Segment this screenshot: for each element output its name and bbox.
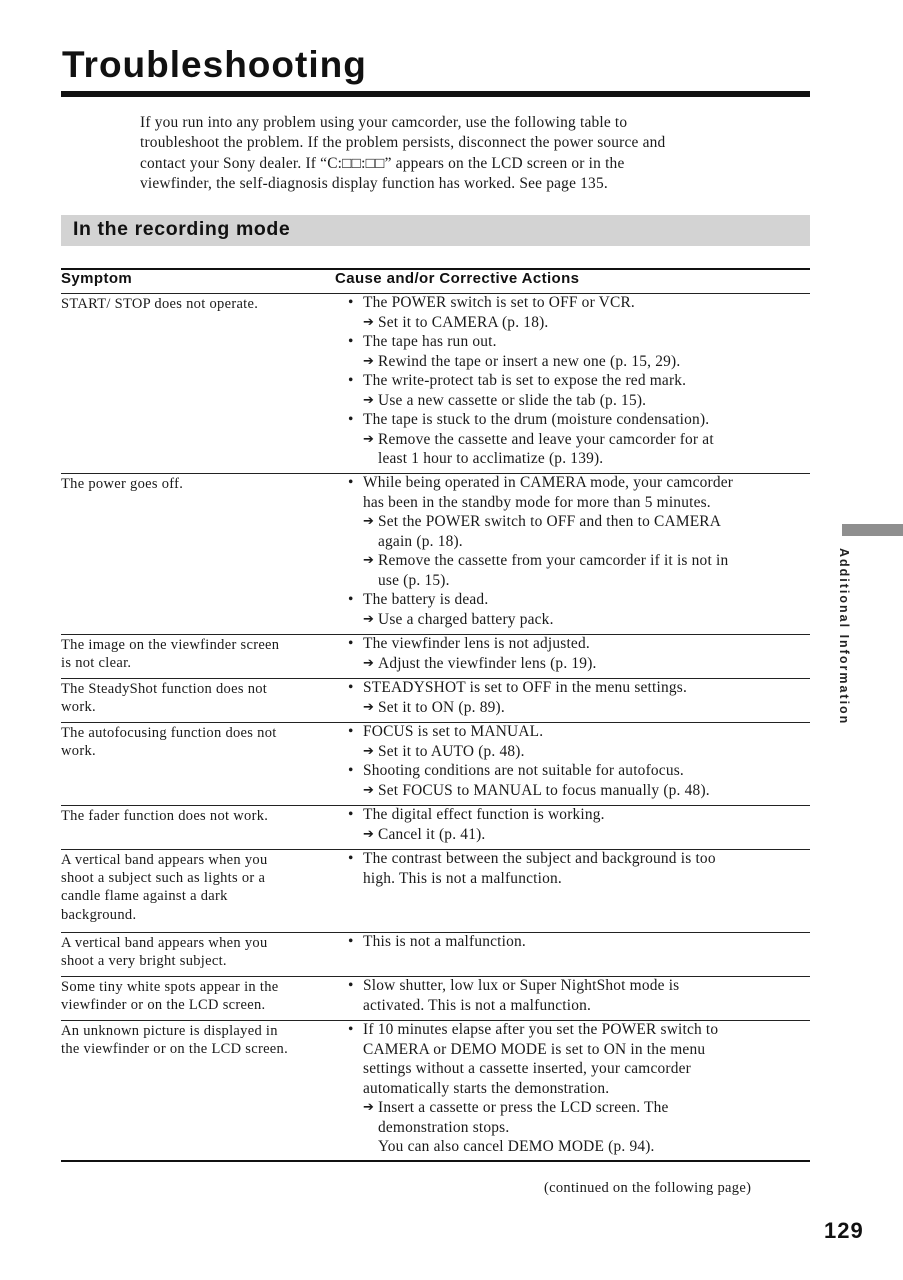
arrow-right-icon: ➔ <box>363 743 375 759</box>
row-cause <box>345 678 810 717</box>
cause-line: The write-protect tab is set to expose the red mark. <box>363 372 687 389</box>
cause-line: The viewfinder lens is not adjusted. <box>363 635 590 652</box>
cause-line: Adjust the viewfinder lens (p. 19). <box>378 654 597 672</box>
cause-line: Set FOCUS to MANUAL to focus manually (p. 48). <box>378 781 710 799</box>
arrow-right-icon: ➔ <box>363 699 375 715</box>
cause-line: high. This is not a malfunction. <box>363 869 562 887</box>
cause-line: STEADYSHOT is set to OFF in the menu settings. <box>363 679 688 696</box>
arrow-right-icon: ➔ <box>363 553 375 568</box>
cause-line: Use a charged battery pack. <box>378 610 554 628</box>
cause-line: Cancel it (p. 41). <box>378 825 486 843</box>
row-cause <box>345 1020 810 1157</box>
symptom-line: work. <box>61 699 96 716</box>
bullet-icon: • <box>348 474 354 491</box>
cause-line: least 1 hour to acclimatize (p. 139). <box>378 450 604 467</box>
table-bottom-rule <box>61 1160 810 1162</box>
cause-line: This is not a malfunction. <box>363 933 526 950</box>
symptom-line: An unknown picture is displayed in <box>61 1023 278 1039</box>
cause-bullet <box>345 473 810 512</box>
cause-bullet <box>345 634 810 654</box>
bullet-icon: • <box>348 294 354 311</box>
title-underline <box>61 91 810 97</box>
cause-bullet <box>345 678 810 698</box>
row-symptom <box>61 724 329 760</box>
symptom-line: The power goes off. <box>61 476 184 492</box>
symptom-line: the viewfinder or on the LCD screen. <box>61 1041 289 1058</box>
cause-line: Rewind the tape or insert a new one (p. 15, 29). <box>378 352 681 370</box>
intro-line: viewfinder, the self-diagnosis display function has worked. See page 135. <box>140 174 608 192</box>
cause-line: Remove the cassette from your camcorder if it is not in <box>378 552 729 569</box>
row-cause <box>345 805 810 844</box>
cause-bullet <box>345 805 810 825</box>
arrow-right-icon: ➔ <box>363 431 375 447</box>
symptom-line: The autofocusing function does not <box>61 725 277 741</box>
intro-paragraph <box>140 113 812 194</box>
cause-line: activated. This is not a malfunction. <box>363 996 592 1014</box>
row-cause <box>345 722 810 800</box>
row-cause <box>345 849 810 888</box>
cause-line: has been in the standby mode for more than 5 minutes. <box>363 493 711 511</box>
corrective-action <box>345 430 810 469</box>
column-header-symptom: Symptom <box>61 270 133 287</box>
corrective-action <box>345 551 810 590</box>
bullet-icon: • <box>348 679 354 696</box>
cause-bullet <box>345 410 810 430</box>
cause-line: Remove the cassette and leave your camcorder for at <box>378 430 714 448</box>
cause-line: automatically starts the demonstration. <box>363 1079 610 1097</box>
row-cause <box>345 473 810 629</box>
bullet-icon: • <box>348 591 354 608</box>
cause-line: While being operated in CAMERA mode, your camcorder <box>363 474 734 491</box>
continued-note: (continued on the following page) <box>544 1180 752 1196</box>
symptom-line: shoot a very bright subject. <box>61 953 227 970</box>
corrective-action <box>345 391 810 411</box>
intro-line: troubleshoot the problem. If the problem persists, disconnect the power source and <box>140 134 666 152</box>
bullet-icon: • <box>348 723 354 740</box>
cause-line: Set the POWER switch to OFF and then to CAMERA <box>378 513 722 530</box>
cause-bullet <box>345 722 810 742</box>
row-symptom <box>61 807 329 825</box>
column-header-cause: Cause and/or Corrective Actions <box>335 270 580 287</box>
cause-line: The POWER switch is set to OFF or VCR. <box>363 294 635 311</box>
cause-line: Set it to CAMERA (p. 18). <box>378 313 549 331</box>
cause-line: FOCUS is set to MANUAL. <box>363 723 544 740</box>
cause-line: Slow shutter, low lux or Super NightShot mode is <box>363 977 680 994</box>
cause-line: Set it to AUTO (p. 48). <box>378 742 525 760</box>
cause-line: use (p. 15). <box>378 571 450 589</box>
cause-bullet <box>345 332 810 352</box>
symptom-line: viewfinder or on the LCD screen. <box>61 997 266 1014</box>
corrective-action <box>345 512 810 551</box>
arrow-right-icon: ➔ <box>363 611 375 627</box>
arrow-right-icon: ➔ <box>363 514 375 529</box>
row-symptom <box>61 680 329 716</box>
bullet-icon: • <box>348 333 354 350</box>
bullet-icon: • <box>348 933 354 950</box>
row-cause <box>345 293 810 469</box>
intro-line: If you run into any problem using your camcorder, use the following table to <box>140 114 628 131</box>
cause-line: Insert a cassette or press the LCD screen. The <box>378 1099 669 1116</box>
bullet-icon: • <box>348 762 354 779</box>
arrow-right-icon: ➔ <box>363 314 375 330</box>
symptom-line: work. <box>61 743 96 760</box>
cause-line: again (p. 18). <box>378 532 463 550</box>
cause-line: settings without a cassette inserted, your camcorder <box>363 1060 691 1077</box>
side-tab-marker <box>842 524 903 536</box>
cause-bullet <box>345 371 810 391</box>
cause-line: The digital effect function is working. <box>363 806 605 823</box>
bullet-icon: • <box>348 806 354 823</box>
corrective-action <box>345 610 810 630</box>
symptom-line: A vertical band appears when you <box>61 852 268 868</box>
arrow-right-icon: ➔ <box>363 655 375 671</box>
cause-line: The contrast between the subject and background is too <box>363 850 716 867</box>
cause-line: The tape has run out. <box>363 333 497 350</box>
bullet-icon: • <box>348 1021 354 1038</box>
row-symptom <box>61 1022 329 1058</box>
corrective-action <box>345 698 810 718</box>
bullet-icon: • <box>348 850 354 867</box>
cause-bullet <box>345 1020 810 1098</box>
cause-line: Set it to ON (p. 89). <box>378 698 505 716</box>
cause-bullet <box>345 590 810 610</box>
arrow-right-icon: ➔ <box>363 353 375 369</box>
symptom-line: A vertical band appears when you <box>61 935 268 951</box>
symptom-line: The fader function does not work. <box>61 808 269 824</box>
row-symptom <box>61 636 329 672</box>
page-number: 129 <box>824 1218 864 1243</box>
bullet-icon: • <box>348 977 354 994</box>
symptom-line: The image on the viewfinder screen <box>61 637 280 653</box>
row-symptom <box>61 934 329 970</box>
symptom-line: background. <box>61 906 137 923</box>
symptom-line: shoot a subject such as lights or a <box>61 870 266 887</box>
cause-line: The tape is stuck to the drum (moisture condensation). <box>363 411 710 428</box>
row-symptom <box>61 475 329 493</box>
bullet-icon: • <box>348 411 354 428</box>
corrective-action <box>345 1098 810 1157</box>
cause-line: demonstration stops. <box>378 1118 510 1136</box>
bullet-icon: • <box>348 372 354 389</box>
symptom-line: START/ STOP does not operate. <box>61 296 259 312</box>
row-symptom <box>61 851 329 924</box>
row-cause <box>345 634 810 673</box>
cause-bullet <box>345 932 810 952</box>
corrective-action <box>345 352 810 372</box>
page-title: Troubleshooting <box>62 44 367 85</box>
symptom-line: The SteadyShot function does not <box>61 681 268 697</box>
cause-bullet <box>345 976 810 1015</box>
row-cause <box>345 932 810 952</box>
corrective-action <box>345 781 810 801</box>
cause-bullet <box>345 293 810 313</box>
cause-line: CAMERA or DEMO MODE is set to ON in the menu <box>363 1040 706 1058</box>
side-section-label: Additional Information <box>837 548 851 726</box>
symptom-line: Some tiny white spots appear in the <box>61 979 279 995</box>
section-title: In the recording mode <box>73 218 291 240</box>
symptom-line: candle flame against a dark <box>61 888 228 905</box>
arrow-right-icon: ➔ <box>363 392 375 408</box>
corrective-action <box>345 654 810 674</box>
arrow-right-icon: ➔ <box>363 826 375 842</box>
row-symptom <box>61 295 329 313</box>
bullet-icon: • <box>348 635 354 652</box>
row-symptom <box>61 978 329 1014</box>
row-cause <box>345 976 810 1015</box>
cause-line: Shooting conditions are not suitable for autofocus. <box>363 762 684 779</box>
corrective-action <box>345 742 810 762</box>
corrective-action <box>345 313 810 333</box>
cause-bullet <box>345 761 810 781</box>
arrow-right-icon: ➔ <box>363 782 375 798</box>
arrow-right-icon: ➔ <box>363 1100 375 1115</box>
cause-line: Use a new cassette or slide the tab (p. 15). <box>378 391 647 409</box>
corrective-action <box>345 825 810 845</box>
section-header-bar <box>61 215 810 246</box>
cause-line: The battery is dead. <box>363 591 489 608</box>
cause-line: If 10 minutes elapse after you set the POWER switch to <box>363 1021 719 1038</box>
symptom-line: is not clear. <box>61 655 132 672</box>
cause-bullet <box>345 849 810 888</box>
cause-line: You can also cancel DEMO MODE (p. 94). <box>378 1138 655 1155</box>
intro-line: contact your Sony dealer. If “C:□□:□□” appears on the LCD screen or in the <box>140 154 625 172</box>
